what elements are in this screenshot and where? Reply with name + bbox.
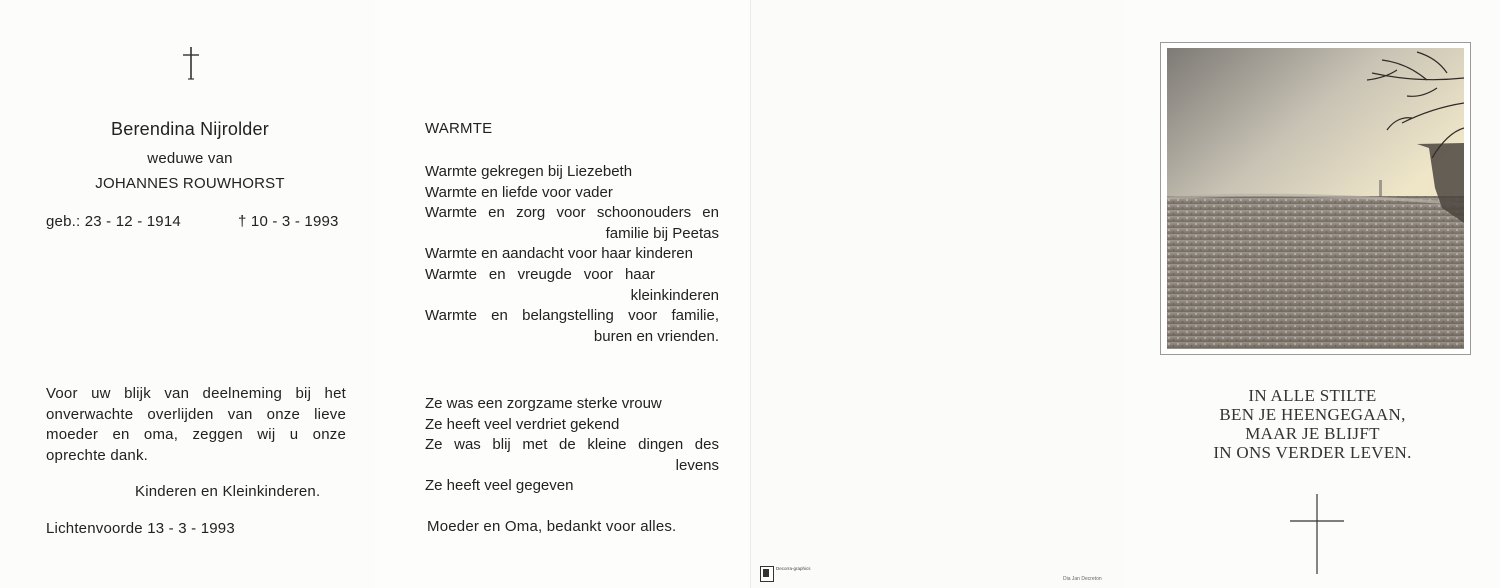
- poem-line: familie bij Peetas: [605, 224, 719, 242]
- poem-line: Warmte en zorg voor schoonouders en: [425, 204, 719, 222]
- poem-line: levens: [675, 456, 719, 474]
- thanks-line: Voor uw blijk van deelneming bij het: [46, 385, 346, 402]
- poem-line: Ze was blij met de kleine dingen des: [425, 436, 719, 454]
- quote-line: IN ALLE STILTE: [1248, 386, 1377, 405]
- thanks-line: onverwachte overlijden van onze lieve: [46, 405, 346, 423]
- center-fold: [750, 0, 751, 588]
- poem-closing: Moeder en Oma, bedankt voor alles.: [427, 518, 677, 535]
- photo-frame: [1160, 42, 1471, 355]
- deceased-name: Berendina Nijrolder: [111, 119, 269, 139]
- poem-line: buren en vrienden.: [593, 327, 719, 345]
- poem-line: Ze heeft veel gegeven: [425, 477, 574, 495]
- poem-line: Ze was een zorgzame sterke vrouw: [425, 395, 662, 412]
- quote-line: IN ONS VERDER LEVEN.: [1213, 443, 1412, 462]
- cross-icon: [180, 45, 202, 81]
- thanks-line: oprechte dank.: [46, 446, 149, 464]
- quote-line: MAAR JE BLIJFT: [1245, 424, 1380, 443]
- poem-line: Warmte en liefde voor vader: [425, 183, 613, 201]
- thanks-text: [46, 384, 346, 466]
- poem-stanza-1: [425, 162, 719, 347]
- photo-credit: Dia Jan Decreton: [1063, 576, 1102, 582]
- husband-name: JOHANNES ROUWHORST: [95, 175, 285, 192]
- thanks-line: moeder en oma, zeggen wij u onze: [46, 426, 346, 444]
- landscape-photo: [1167, 48, 1464, 349]
- place-and-date: Lichtenvoorde 13 - 3 - 1993: [46, 520, 235, 537]
- cross-icon: [1288, 492, 1346, 576]
- blank-panel: [750, 0, 1125, 588]
- poem-stanza-2: [425, 394, 719, 497]
- poem-line: Ze heeft veel verdriet gekend: [425, 415, 620, 433]
- death-date: † 10 - 3 - 1993: [238, 213, 339, 230]
- poem-line: Warmte en aandacht voor haar kinderen: [425, 245, 693, 263]
- signed-by: Kinderen en Kleinkinderen.: [135, 483, 321, 500]
- widow-of-label: weduwe van: [147, 150, 233, 167]
- poem-line: Warmte en belangstelling voor familie,: [425, 307, 719, 325]
- poem-line: Warmte en vreugde voor haar: [425, 265, 655, 283]
- poem-line: kleinkinderen: [630, 286, 719, 304]
- quote-line: BEN JE HEENGEGAAN,: [1219, 405, 1406, 424]
- poem-line: Warmte gekregen bij Liezebeth: [425, 163, 633, 180]
- poem-title: WARMTE: [425, 120, 493, 137]
- printer-logo: [760, 566, 774, 582]
- printer-mark: Decorra-graphics: [776, 566, 811, 571]
- birth-date: geb.: 23 - 12 - 1914: [46, 213, 181, 230]
